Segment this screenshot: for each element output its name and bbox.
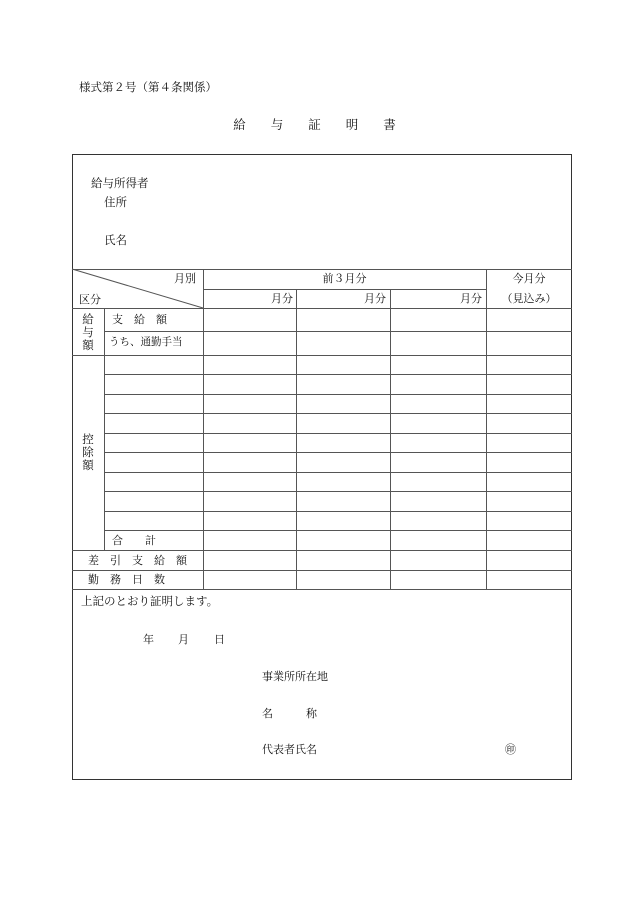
name-label: 氏名 [104,233,127,247]
title-char: 明 [345,117,360,132]
date-month-label: 月 [178,633,189,646]
deduction-bottom-line [72,550,572,551]
current-month-column-line [486,269,487,589]
month-label: 月分 [460,292,482,305]
deduction-row-line [104,413,572,414]
net-pay-label: 差 引 支 給 額 [88,554,187,567]
table-bottom-line [72,589,572,590]
title-char: 与 [270,117,285,132]
seal-icon: ㊞ [505,743,516,756]
current-month-header: 今月分 [512,272,546,285]
month-column-line [390,289,391,589]
form-number: 様式第２号（第４条関係） [79,80,217,94]
title-char: 証 [308,117,322,132]
deduction-group-label: 控除額 [82,432,94,472]
title-char: 給 [233,117,247,132]
recipient-label: 給与所得者 [91,176,149,190]
month-header-line [203,289,486,290]
certification-statement: 上記のとおり証明します。 [81,594,219,608]
deduction-row-line [104,511,572,512]
deduction-row-line [104,530,572,531]
header-bottom-line [72,308,572,309]
date-day-label: 日 [214,633,225,646]
month-label: 月分 [271,292,293,305]
deduction-row-line [104,394,572,395]
company-name-label: 名 称 [262,707,317,720]
deduction-row-line [104,452,572,453]
payment-amount-label: 支 給 額 [112,313,167,326]
current-month-subheader: （見込み） [501,292,557,305]
salary-group-label: 給与額 [82,312,94,352]
corner-category-label: 区分 [79,293,101,306]
deduction-row-line [104,374,572,375]
deduction-row-line [104,472,572,473]
deduction-row-line [104,433,572,434]
month-column-line [296,289,297,589]
date-year-label: 年 [143,633,154,646]
salary-bottom-line [72,355,572,356]
representative-label: 代表者氏名 [262,743,317,756]
address-label: 住所 [104,195,127,209]
document-title [200,119,430,132]
deduction-total-label: 合 計 [112,534,156,547]
commute-allowance-label: うち、通勤手当 [109,336,183,348]
deduction-row-line [104,491,572,492]
corner-month-label: 月別 [174,272,196,285]
office-location-label: 事業所所在地 [262,670,328,683]
form-frame [72,154,572,780]
title-char: 書 [383,117,397,132]
prev-months-header: 前３月分 [322,272,367,285]
salary-mid-line [104,331,572,332]
category-column-line [203,269,204,589]
net-pay-bottom-line [72,570,572,571]
work-days-label: 勤 務 日 数 [88,573,165,586]
month-label: 月分 [364,292,386,305]
group-divider-line [104,308,105,550]
